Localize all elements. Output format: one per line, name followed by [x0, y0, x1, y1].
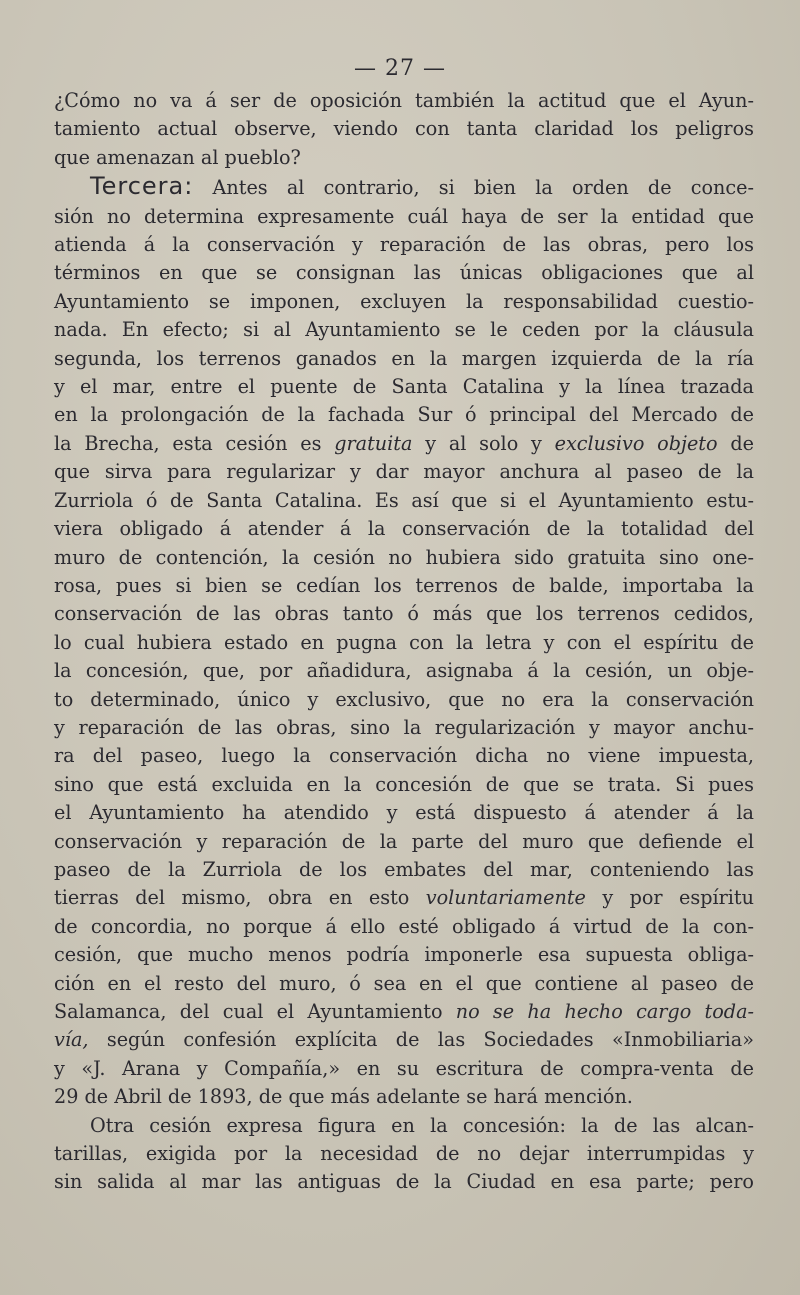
text-fragment: Salamanca, del cual el Ayuntamiento — [54, 1000, 443, 1023]
text-line: conservación y reparación de la parte del muro que defiende el — [54, 829, 754, 853]
text-line: y reparación de las obras, sino la regularización y mayor anchu- — [54, 715, 754, 739]
text-fragment: y al solo y — [425, 431, 542, 455]
text-line: segunda, los terrenos ganados en la margen izquierda de la ría — [54, 346, 754, 370]
text-fragment: de — [730, 431, 754, 455]
text-line: nada. En efecto; si al Ayuntamiento se le ceden por la cláusula — [54, 318, 754, 342]
text-fragment: la Brecha, esta cesión es — [54, 431, 322, 455]
text-line: muro de contención, la cesión no hubiera sido gratuita sino one- — [54, 545, 754, 569]
text-fragment: y por espíritu — [602, 886, 754, 910]
text-line: ción en el resto del muro, ó sea en el que contiene al paseo de — [54, 971, 754, 995]
text-fragment: Antes al contrario, si bien la orden de conce- — [212, 176, 754, 200]
text-fragment: tierras del mismo, obra en esto — [54, 886, 410, 910]
text-line: 29 de Abril de 1893, de que más adelante se hará mención. — [54, 1085, 633, 1109]
text-line: Otra cesión expresa figura en la concesión: la de las alcan- — [90, 1113, 754, 1137]
text-line: ¿Cómo no va á ser de oposición también la actitud que el Ayun- — [54, 89, 754, 112]
text-line: que sirva para regularizar y dar mayor anchura al paseo de la — [54, 460, 754, 484]
text-line: viera obligado á atender á la conservación de la totalidad del — [54, 517, 754, 541]
text-line: la concesión, que, por añadidura, asignaba á la cesión, un obje- — [54, 659, 754, 683]
text-line: paseo de la Zurriola de los embates del mar, conteniendo las — [54, 857, 754, 881]
text-line: y «J. Arana y Compañía,» en su escritura de compra-venta de — [54, 1056, 754, 1080]
text-line: Ayuntamiento se imponen, excluyen la responsabilidad cuestio- — [54, 289, 754, 313]
page-number: — 27 — — [354, 56, 446, 81]
text-line-mixed — [54, 884, 754, 912]
text-line: y el mar, entre el puente de Santa Catalina y la línea trazada — [54, 375, 754, 399]
text-line: sino que está excluida en la concesión de que se trata. Si pues — [54, 772, 754, 796]
section-heading: Tercera: — [90, 172, 194, 201]
paragraph-heading-line — [54, 172, 754, 202]
italic-text: exclusivo objeto — [554, 431, 718, 455]
text-line: Zurriola ó de Santa Catalina. Es así que si el Ayuntamiento estu- — [54, 488, 754, 512]
text-line: términos en que se consignan las únicas obligaciones que al — [54, 261, 754, 285]
italic-text: gratuita — [334, 431, 413, 455]
text-line: el Ayuntamiento ha atendido y está dispuesto á atender á la — [54, 801, 754, 825]
text-line: to determinado, único y exclusivo, que no era la conservación — [54, 687, 754, 711]
text-fragment: según confesión explícita de las Sociedades «Inmobiliaria» — [106, 1028, 754, 1052]
text-line: de concordia, no porque á ello esté obligado á virtud de la con- — [54, 914, 754, 938]
text-line: tarillas, exigida por la necesidad de no dejar interrumpidas y — [54, 1142, 754, 1166]
italic-text: voluntariamente — [425, 886, 586, 910]
italic-text: vía, — [54, 1028, 89, 1052]
text-line: tamiento actual observe, viendo con tanta claridad los peligros — [54, 117, 754, 141]
text-line: sión no determina expresamente cuál haya de ser la entidad que — [54, 204, 754, 228]
text-line: cesión, que mucho menos podría imponerle esa supuesta obliga- — [54, 943, 754, 967]
text-line-mixed — [54, 1026, 754, 1054]
text-line-mixed — [54, 998, 754, 1026]
text-line: lo cual hubiera estado en pugna con la letra y con el espíritu de — [54, 630, 754, 654]
italic-text: no se ha hecho cargo toda- — [455, 1000, 754, 1023]
text-line-mixed — [54, 430, 754, 458]
text-line: sin salida al mar las antiguas de la Ciudad en esa parte; pero — [54, 1170, 754, 1194]
text-line: ra del paseo, luego la conservación dicha no viene impuesta, — [54, 744, 754, 768]
text-line: conservación de las obras tanto ó más que los terrenos cedidos, — [54, 602, 754, 626]
text-line: que amenazan al pueblo? — [54, 145, 301, 169]
text-line: atienda á la conservación y reparación de las obras, pero los — [54, 233, 754, 257]
text-line: en la prolongación de la fachada Sur ó principal del Mercado de — [54, 403, 754, 427]
body-text — [54, 87, 754, 1197]
text-line: rosa, pues si bien se cedían los terrenos de balde, importaba la — [54, 573, 754, 597]
